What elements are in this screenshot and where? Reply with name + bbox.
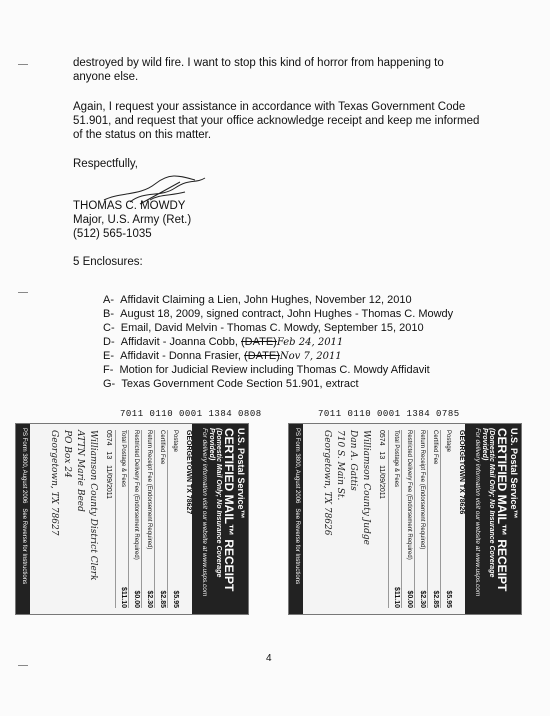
city-state-zip: Georgetown, TX 78627 <box>49 430 59 536</box>
fee-row: Return Receipt Fee (Endorsement Required) $2.30 <box>414 430 427 608</box>
enclosures-heading: 5 Enclosures: <box>73 256 143 268</box>
enclosure-item: B- August 18, 2009, signed contract, John Hughes - Thomas C. Mowdy <box>103 308 454 320</box>
handwritten-date: Nov 7, 2011 <box>279 351 342 362</box>
enclosure-item: G- Texas Government Code Section 51.901, extract <box>103 378 359 390</box>
body-line: of the status on this matter. <box>73 129 212 141</box>
fee-row: Certified Fee $2.85 <box>154 430 167 608</box>
fee-row: Certified Fee $2.85 <box>427 430 440 608</box>
postmark: 0574 13 11/09/2011 <box>378 430 385 500</box>
fee-row: Postage $5.95 <box>440 430 453 608</box>
postmark: 0574 13 11/09/2011 <box>105 430 112 500</box>
margin-mark <box>18 64 28 65</box>
enclosure-item: D- Affidavit - Joanna Cobb, (DATE)Feb 24, 2011 <box>103 336 344 348</box>
sent-to: Williamson County District Clerk <box>88 430 98 581</box>
closing: Respectfully, <box>73 158 138 170</box>
fee-row: Postage $5.95 <box>167 430 180 608</box>
certified-mail-receipt <box>288 423 522 615</box>
struck-placeholder: (DATE) <box>244 350 280 362</box>
tracking-number: 7011 0110 0001 1384 0808 <box>120 409 262 419</box>
enclosure-item: E- Affidavit - Donna Frasier, (DATE)Nov 7, 2011 <box>103 350 342 362</box>
receipt-header: U.S. Postal Service™ CERTIFIED MAIL™ RECEIPT (Domestic Mail Only; No Insurance Coverage Provided) For delivery information visit our website at www.usps.com <box>465 424 521 614</box>
margin-mark <box>18 292 28 293</box>
receipt-location: GEORGETOWN TX 78627 <box>185 430 192 515</box>
handwritten-date: Feb 24, 2011 <box>276 337 344 348</box>
fee-row: Restricted Delivery Fee (Endorsement Required) $0.00 <box>401 430 414 608</box>
certified-mail-receipt <box>15 423 249 615</box>
tracking-number: 7011 0110 0001 1384 0785 <box>318 409 460 419</box>
receipt-location: GEORGETOWN TX 78626 <box>458 430 465 515</box>
sent-to: Williamson County Judge <box>361 430 371 545</box>
fee-row: Return Receipt Fee (Endorsement Required) $2.30 <box>141 430 154 608</box>
receipt-header: U.S. Postal Service™ CERTIFIED MAIL™ RECEIPT (Domestic Mail Only; No Insurance Coverage Provided) For delivery information visit our website at www.usps.com <box>192 424 248 614</box>
struck-placeholder: (DATE) <box>241 336 277 348</box>
fee-row: Total Postage & Fees $11.10 <box>115 430 128 608</box>
signer-title: Major, U.S. Army (Ret.) <box>73 214 192 226</box>
signer-phone: (512) 565-1035 <box>73 228 152 240</box>
body-line: anyone else. <box>73 71 139 83</box>
page-number: 4 <box>266 653 272 664</box>
fee-row: Total Postage & Fees $11.10 <box>388 430 401 608</box>
margin-mark <box>18 665 28 666</box>
receipt-footer: PS Form 3800, August 2006 See Reverse for Instructions <box>289 424 303 614</box>
enclosure-item: F- Motion for Judicial Review including Thomas C. Mowdy Affidavit <box>103 364 430 376</box>
fee-row: Restricted Delivery Fee (Endorsement Required) $0.00 <box>128 430 141 608</box>
po-box: PO Box 24 <box>62 430 72 478</box>
enclosure-item: C- Email, David Melvin - Thomas C. Mowdy, September 15, 2010 <box>103 322 424 334</box>
body-line: Again, I request your assistance in accordance with Texas Government Code <box>73 101 466 113</box>
city-state-zip: Georgetown, TX 78626 <box>322 430 332 536</box>
po-box: 710 S. Main St. <box>335 430 345 501</box>
street: ATTN Marie Beed <box>75 430 85 512</box>
street: Dan A. Gattis <box>348 430 358 491</box>
body-line: destroyed by wild fire. I want to stop this kind of horror from happening to <box>73 57 444 69</box>
signer-name: THOMAS C. MOWDY <box>73 200 186 212</box>
body-line: 51.901, and request that your office acknowledge receipt and keep me informed <box>73 115 480 127</box>
receipt-footer: PS Form 3800, August 2006 See Reverse for Instructions <box>16 424 30 614</box>
enclosure-item: A- Affidavit Claiming a Lien, John Hughes, November 12, 2010 <box>103 294 412 306</box>
